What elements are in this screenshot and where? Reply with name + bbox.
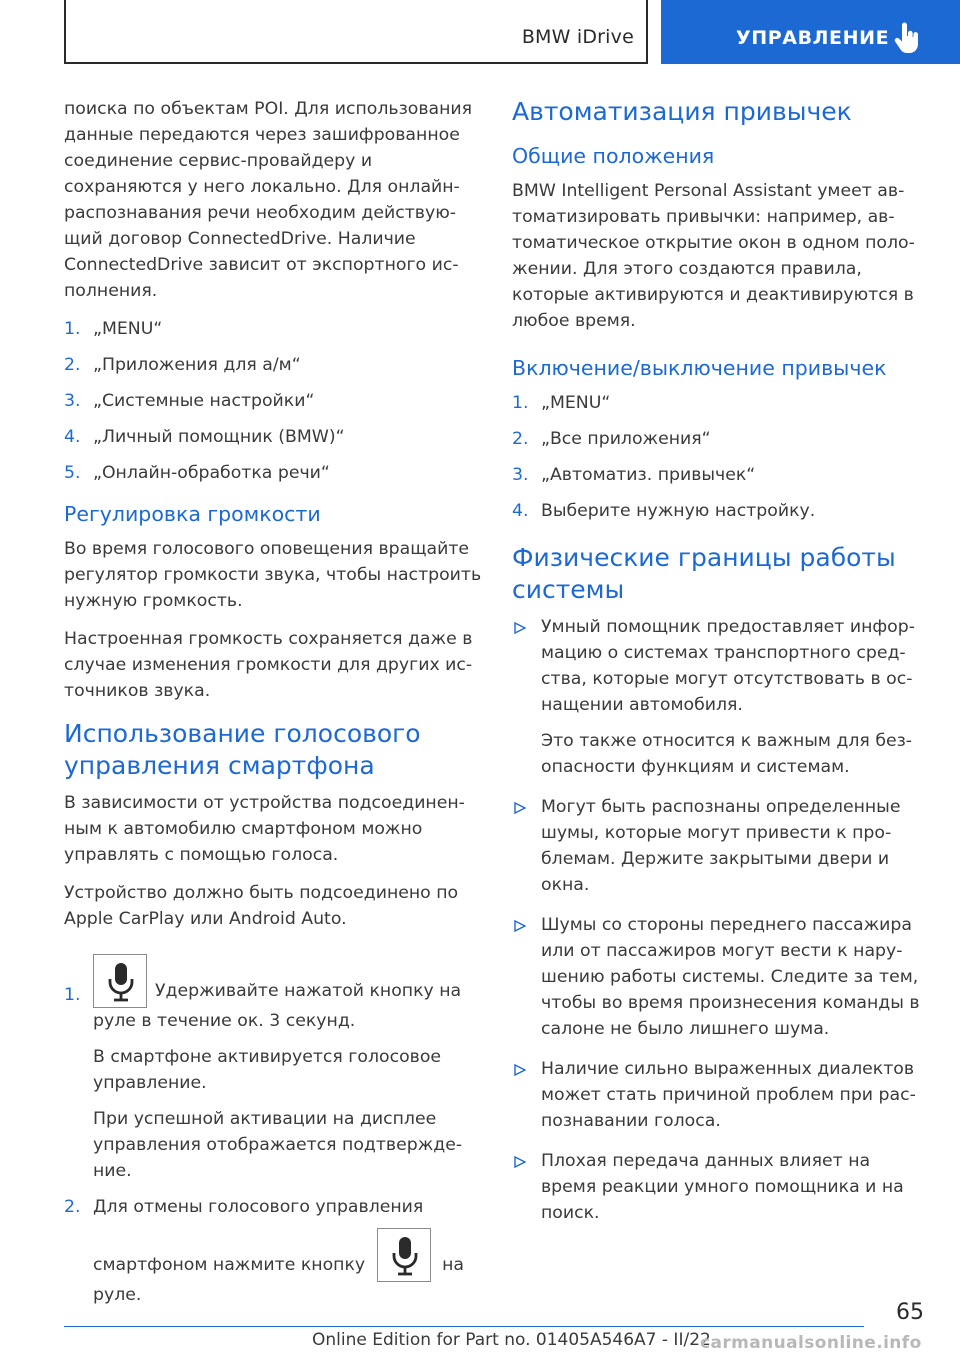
- bullet-text: Умный помощник предоставляет информацию о системах транспортного средства, которые могут отсутствовать в оснащении автомобиля.: [541, 617, 915, 715]
- microphone-icon: [104, 961, 138, 1003]
- list-item: [64, 954, 482, 1184]
- list-item: [64, 352, 482, 378]
- step-number: 1.: [64, 985, 81, 1005]
- smartphone-paragraph-2: Устройство должно быть подсоединено по Apple CarPlay или Android Auto.: [64, 883, 459, 929]
- list-item: [64, 424, 482, 450]
- step-number: 2.: [64, 1197, 81, 1217]
- list-item: [64, 460, 482, 486]
- volume-paragraph-2: Настроенная громкость сохраняется даже в случае изменения громкости для других источников звука.: [64, 629, 473, 701]
- limits-bullets: [512, 614, 930, 1226]
- general-paragraph: BMW Intelligent Personal Assistant умеет автоматизировать привычки: например, автоматическое открытие окон в одном положении. Для этого создаются правила, которые активируются и деактивируются в любое время.: [512, 181, 915, 331]
- step-number: 2.: [64, 355, 81, 375]
- habits-heading: Автоматизация привычек: [512, 97, 852, 126]
- footer-edition: Online Edition for Part no. 01405A546A7 - II/22: [312, 1330, 711, 1350]
- step-text-line: [93, 954, 482, 1034]
- step-text: „Приложения для а/м“: [93, 355, 301, 375]
- step-number: 1.: [512, 393, 529, 413]
- footer-divider: [64, 1326, 864, 1327]
- microphone-button-icon: [377, 1228, 431, 1282]
- step-text: „Все приложения“: [541, 429, 711, 449]
- limits-heading: Физические границы работы системы: [512, 543, 896, 604]
- step-number: 4.: [512, 501, 529, 521]
- step-text: „MENU“: [541, 393, 611, 413]
- step-text: на руле.: [93, 1255, 464, 1305]
- step-text: Выберите нужную настройку.: [541, 501, 816, 521]
- list-item: [512, 390, 930, 416]
- bullet-text: Плохая передача данных влияет на время реакции умного помощника и на поиск.: [541, 1151, 904, 1223]
- menu-steps: [64, 316, 482, 486]
- smartphone-heading: Использование голосового управления смартфона: [64, 719, 421, 780]
- header-section-box: [661, 0, 960, 64]
- volume-heading: Регулировка громкости: [64, 502, 321, 526]
- watermark: carmanualsonline.info: [700, 1333, 922, 1353]
- list-item: [512, 614, 930, 780]
- bullet-text: Наличие сильно выраженных диалектов может стать причиной проблем при распознавании голоса.: [541, 1059, 916, 1131]
- triangle-bullet-icon: [514, 802, 526, 814]
- microphone-button-icon: [93, 954, 147, 1008]
- list-item: [512, 498, 930, 524]
- step-number: 5.: [64, 463, 81, 483]
- step-text: „Онлайн-обработка речи“: [93, 463, 330, 483]
- list-item: [512, 794, 930, 898]
- triangle-bullet-icon: [514, 1064, 526, 1076]
- microphone-icon: [388, 1235, 422, 1277]
- step-number: 1.: [64, 319, 81, 339]
- page-number: 65: [896, 1300, 924, 1325]
- smartphone-steps: [64, 954, 482, 1308]
- triangle-bullet-icon: [514, 622, 526, 634]
- step-text: Удерживайте нажатой кнопку на руле в течение ок. 3 секунд.: [93, 981, 462, 1031]
- header-title-box: [64, 0, 648, 64]
- bullet-text: Шумы со стороны переднего пассажира или от пассажиров могут вести к нарушению работы системы. Следите за тем, чтобы во время произнесения команды в салоне не было лишнего шума.: [541, 915, 920, 1039]
- list-item: [64, 316, 482, 342]
- hand-pointer-icon: [893, 22, 921, 54]
- list-item: [512, 462, 930, 488]
- list-item: [512, 912, 930, 1042]
- step-text: „Автоматиз. привычек“: [541, 465, 756, 485]
- list-item: [512, 1148, 930, 1226]
- step-number: 4.: [64, 427, 81, 447]
- header-section: УПРАВЛЕНИЕ: [736, 27, 890, 49]
- list-item: [64, 388, 482, 414]
- list-item: [512, 426, 930, 452]
- step-number: 3.: [64, 391, 81, 411]
- step-sub-text: При успешной активации на дисплее управления отображается подтверждение.: [93, 1109, 463, 1181]
- step-text: „Личный помощник (BMW)“: [93, 427, 345, 447]
- step-text: Для отмены голосового управления смартфоном нажмите кнопку: [93, 1197, 424, 1275]
- step-sub-text: В смартфоне активируется голосовое управление.: [93, 1047, 442, 1093]
- step-text: „Системные настройки“: [93, 391, 315, 411]
- intro-paragraph: поиска по объектам POI. Для использования данные передаются через зашифрованное соединение сервис-провайдеру и сохраняются у него локально. Для онлайн-распознавания речи необходим действующий договор ConnectedDrive. Наличие ConnectedDrive зависит от экспортного исполнения.: [64, 99, 473, 301]
- triangle-bullet-icon: [514, 1156, 526, 1168]
- header-title: BMW iDrive: [521, 26, 634, 48]
- right-column: [512, 96, 930, 1240]
- volume-paragraph-1: Во время голосового оповещения вращайте регулятор громкости звука, чтобы настроить нужную громкость.: [64, 539, 482, 611]
- triangle-bullet-icon: [514, 920, 526, 932]
- step-number: 2.: [512, 429, 529, 449]
- step-number: 3.: [512, 465, 529, 485]
- bullet-sub-text: Это также относится к важным для безопасности функциям и системам.: [541, 731, 913, 777]
- step-text: „MENU“: [93, 319, 163, 339]
- general-heading: Общие положения: [512, 144, 715, 168]
- left-column: [64, 96, 482, 1322]
- toggle-steps: [512, 390, 930, 524]
- list-item: [512, 1056, 930, 1134]
- list-item: [64, 1194, 482, 1308]
- smartphone-paragraph-1: В зависимости от устройства подсоединенным к автомобилю смартфоном можно управлять с помощью голоса.: [64, 793, 465, 865]
- bullet-text: Могут быть распознаны определенные шумы, которые могут привести к проблемам. Держите закрытыми двери и окна.: [541, 797, 901, 895]
- toggle-heading: Включение/выключение привычек: [512, 356, 887, 380]
